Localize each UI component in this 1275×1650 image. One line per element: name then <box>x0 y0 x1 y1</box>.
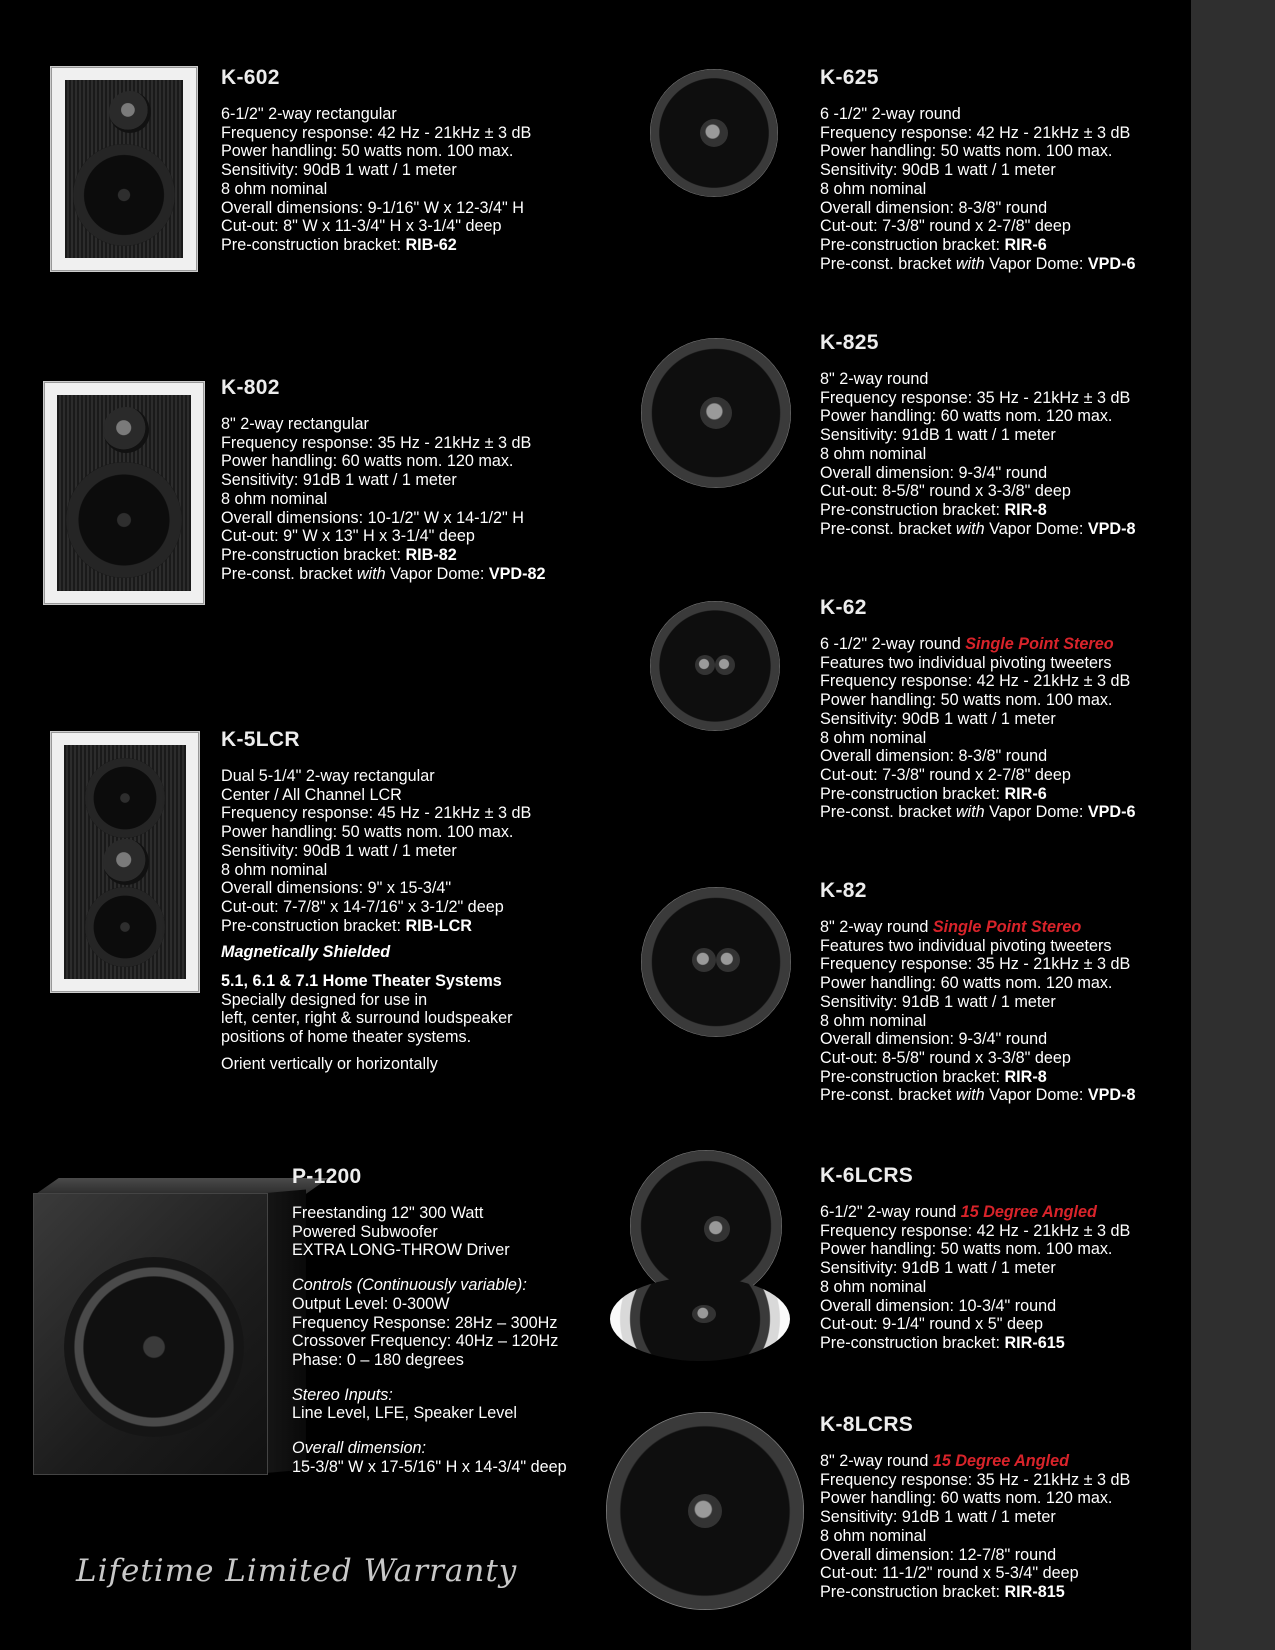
k825-vapor-bracket: Pre-const. bracket with Vapor Dome: VPD-8 <box>820 519 1136 538</box>
k802-spec: Frequency response: 35 Hz - 21kHz ± 3 dB <box>221 433 532 452</box>
k5lcr-spec: 8 ohm nominal <box>221 860 328 879</box>
k62-vapor-bracket: Pre-const. bracket with Vapor Dome: VPD-6 <box>820 803 1136 822</box>
p1200-title: P-1200 <box>292 1165 362 1188</box>
k8lcrs-bracket: Pre-construction bracket: RIR-815 <box>820 1582 1065 1601</box>
k62-title: K-62 <box>820 596 867 619</box>
product-k6lcrs <box>820 1164 1130 1353</box>
product-k802 <box>221 376 546 583</box>
k625-vapor-bracket: Pre-const. bracket with Vapor Dome: VPD-6 <box>820 254 1136 273</box>
k8lcrs-spec-first: 8" 2-way round 15 Degree Angled <box>820 1452 1069 1470</box>
k62-spec-first: 6 -1/2" 2-way round Single Point Stereo <box>820 635 1114 653</box>
k625-spec: 8 ohm nominal <box>820 179 927 198</box>
k802-bracket: Pre-construction bracket: RIB-82 <box>221 545 457 564</box>
page-side-band <box>1191 0 1275 1650</box>
k6lcrs-tweeter <box>704 1216 730 1242</box>
k802-spec: Cut-out: 9" W x 13" H x 3-1/4" deep <box>221 527 475 546</box>
product-k8lcrs <box>820 1413 1130 1602</box>
k5lcr-shield-note: Magnetically Shielded <box>221 943 391 962</box>
k825-title: K-825 <box>820 331 879 354</box>
k6lcrs-spec: Sensitivity: 91dB 1 watt / 1 meter <box>820 1259 1056 1278</box>
k62-spec: Cut-out: 7-3/8" round x 2-7/8" deep <box>820 765 1071 784</box>
p1200-control: Output Level: 0-300W <box>292 1294 450 1313</box>
k8lcrs-spec: Frequency response: 35 Hz - 21kHz ± 3 dB <box>820 1470 1131 1489</box>
k8lcrs-tweeter <box>688 1494 722 1528</box>
k82-spec-first: 8" 2-way round Single Point Stereo <box>820 918 1082 936</box>
k602-bracket: Pre-construction bracket: RIB-62 <box>221 235 457 254</box>
k6lcrs-title: K-6LCRS <box>820 1164 914 1187</box>
k5lcr-orient-note: Orient vertically or horizontally <box>221 1054 438 1073</box>
k825-spec: Sensitivity: 91dB 1 watt / 1 meter <box>820 426 1056 445</box>
k802-vapor-bracket: Pre-const. bracket with Vapor Dome: VPD-82 <box>221 564 546 583</box>
k82-spec: Sensitivity: 91dB 1 watt / 1 meter <box>820 992 1056 1011</box>
k602-spec: 6-1/2" 2-way rectangular <box>221 105 397 123</box>
k825-spec: Cut-out: 8-5/8" round x 3-3/8" deep <box>820 482 1071 501</box>
k8lcrs-spec: Overall dimension: 12-7/8" round <box>820 1545 1057 1564</box>
k5lcr-spec: Power handling: 50 watts nom. 100 max. <box>221 823 514 842</box>
k82-bracket: Pre-construction bracket: RIR-8 <box>820 1067 1047 1086</box>
k625-spec: Frequency response: 42 Hz - 21kHz ± 3 dB <box>820 123 1131 142</box>
warranty-text: Lifetime Limited Warranty <box>76 1553 518 1589</box>
product-k5lcr <box>221 728 531 1074</box>
k82-tweeter-right <box>716 948 740 972</box>
k825-spec: Frequency response: 35 Hz - 21kHz ± 3 dB <box>820 388 1131 407</box>
k62-spec: Power handling: 50 watts nom. 100 max. <box>820 691 1113 710</box>
k6lcrs-spec: Overall dimension: 10-3/4" round <box>820 1296 1057 1315</box>
k602-spec: Sensitivity: 90dB 1 watt / 1 meter <box>221 161 457 180</box>
k6lcrs-spec-first: 6-1/2" 2-way round 15 Degree Angled <box>820 1203 1097 1221</box>
k82-vapor-bracket: Pre-const. bracket with Vapor Dome: VPD-8 <box>820 1086 1136 1105</box>
p1200-inputs: Line Level, LFE, Speaker Level <box>292 1404 517 1423</box>
k82-spec: Power handling: 60 watts nom. 120 max. <box>820 974 1113 993</box>
k5lcr-theater-text: positions of home theater systems. <box>221 1028 472 1047</box>
product-k825 <box>820 331 1136 538</box>
product-k625 <box>820 66 1136 273</box>
product-p1200 <box>292 1165 567 1476</box>
k802-speaker-image <box>43 381 205 605</box>
k8lcrs-spec: Cut-out: 11-1/2" round x 5-3/4" deep <box>820 1564 1079 1583</box>
k6lcrs-angled-tweeter <box>692 1305 716 1323</box>
k802-spec: 8 ohm nominal <box>221 489 328 508</box>
k5lcr-spec: Cut-out: 7-7/8" x 14-7/16" x 3-1/2" deep <box>221 897 504 916</box>
k602-speaker-image <box>50 66 198 272</box>
k82-spec: 8 ohm nominal <box>820 1011 927 1030</box>
k625-title: K-625 <box>820 66 879 89</box>
k62-spec: Features two individual pivoting tweeters <box>820 653 1112 672</box>
k62-spec: 8 ohm nominal <box>820 728 927 747</box>
k602-spec: Power handling: 50 watts nom. 100 max. <box>221 142 514 161</box>
k82-tweeter-left <box>692 948 716 972</box>
k5lcr-theater-text: left, center, right & surround loudspeaker <box>221 1009 513 1028</box>
k6lcrs-spec: Frequency response: 42 Hz - 21kHz ± 3 dB <box>820 1221 1131 1240</box>
k825-spec: Power handling: 60 watts nom. 120 max. <box>820 407 1113 426</box>
p1200-dimension: 15-3/8" W x 17-5/16" H x 14-3/4" deep <box>292 1457 567 1476</box>
k602-title: K-602 <box>221 66 280 89</box>
p1200-spec: Freestanding 12" 300 Watt <box>292 1204 484 1222</box>
k5lcr-theater-heading: 5.1, 6.1 & 7.1 Home Theater Systems <box>221 972 502 991</box>
k6lcrs-spec: Power handling: 50 watts nom. 100 max. <box>820 1240 1113 1259</box>
k802-spec: 8" 2-way rectangular <box>221 415 369 433</box>
k625-spec: Cut-out: 7-3/8" round x 2-7/8" deep <box>820 217 1071 236</box>
product-k62 <box>820 596 1136 822</box>
k825-spec: 8" 2-way round <box>820 370 929 388</box>
k6lcrs-spec: Cut-out: 9-1/4" round x 5" deep <box>820 1315 1043 1334</box>
p1200-control: Phase: 0 – 180 degrees <box>292 1350 464 1369</box>
k625-spec: Sensitivity: 90dB 1 watt / 1 meter <box>820 161 1056 180</box>
k62-spec: Sensitivity: 90dB 1 watt / 1 meter <box>820 709 1056 728</box>
product-k82 <box>820 879 1136 1105</box>
k8lcrs-title: K-8LCRS <box>820 1413 914 1436</box>
p1200-driver <box>64 1257 244 1437</box>
k62-tweeter-left <box>695 655 715 675</box>
k5lcr-bracket: Pre-construction bracket: RIB-LCR <box>221 916 472 935</box>
k5lcr-speaker-image <box>50 731 200 993</box>
k62-spec: Frequency response: 42 Hz - 21kHz ± 3 dB <box>820 672 1131 691</box>
k62-tweeter-right <box>715 655 735 675</box>
p1200-controls-label: Controls (Continuously variable): <box>292 1276 527 1295</box>
k6lcrs-spec: 8 ohm nominal <box>820 1277 927 1296</box>
k602-spec: Frequency response: 42 Hz - 21kHz ± 3 dB <box>221 123 532 142</box>
k62-spec: Overall dimension: 8-3/8" round <box>820 747 1048 766</box>
p1200-control: Crossover Frequency: 40Hz – 120Hz <box>292 1332 559 1351</box>
p1200-spec: EXTRA LONG-THROW Driver <box>292 1241 510 1260</box>
k62-bracket: Pre-construction bracket: RIR-6 <box>820 784 1047 803</box>
k82-spec: Cut-out: 8-5/8" round x 3-3/8" deep <box>820 1048 1071 1067</box>
k602-spec: 8 ohm nominal <box>221 179 328 198</box>
p1200-dimension-label: Overall dimension: <box>292 1439 427 1458</box>
k82-spec: Frequency response: 35 Hz - 21kHz ± 3 dB <box>820 955 1131 974</box>
k5lcr-spec: Frequency response: 45 Hz - 21kHz ± 3 dB <box>221 804 532 823</box>
p1200-inputs-label: Stereo Inputs: <box>292 1385 393 1404</box>
k625-spec: Overall dimension: 8-3/8" round <box>820 198 1048 217</box>
k5lcr-spec: Center / All Channel LCR <box>221 785 402 804</box>
k6lcrs-bracket: Pre-construction bracket: RIR-615 <box>820 1333 1065 1352</box>
k825-tweeter <box>700 397 732 429</box>
k82-spec: Overall dimension: 9-3/4" round <box>820 1030 1048 1049</box>
p1200-control: Frequency Response: 28Hz – 300Hz <box>292 1313 558 1332</box>
k825-spec: Overall dimension: 9-3/4" round <box>820 463 1048 482</box>
k802-title: K-802 <box>221 376 280 399</box>
k602-spec: Overall dimensions: 9-1/16" W x 12-3/4" H <box>221 198 524 217</box>
k5lcr-spec: Dual 5-1/4" 2-way rectangular <box>221 767 435 785</box>
k602-spec: Cut-out: 8" W x 11-3/4" H x 3-1/4" deep <box>221 217 502 236</box>
k8lcrs-spec: 8 ohm nominal <box>820 1526 927 1545</box>
k5lcr-spec: Sensitivity: 90dB 1 watt / 1 meter <box>221 841 457 860</box>
k5lcr-title: K-5LCR <box>221 728 300 751</box>
p1200-spec: Powered Subwoofer <box>292 1222 438 1241</box>
k82-spec: Features two individual pivoting tweeters <box>820 936 1112 955</box>
k8lcrs-spec: Power handling: 60 watts nom. 120 max. <box>820 1489 1113 1508</box>
k802-spec: Overall dimensions: 10-1/2" W x 14-1/2" H <box>221 508 524 527</box>
product-k602 <box>221 66 531 255</box>
k5lcr-spec: Overall dimensions: 9" x 15-3/4" <box>221 879 452 898</box>
k802-spec: Power handling: 60 watts nom. 120 max. <box>221 452 514 471</box>
k8lcrs-spec: Sensitivity: 91dB 1 watt / 1 meter <box>820 1508 1056 1527</box>
k625-spec: Power handling: 50 watts nom. 100 max. <box>820 142 1113 161</box>
k825-spec: 8 ohm nominal <box>820 444 927 463</box>
k625-tweeter <box>700 119 728 147</box>
k625-spec: 6 -1/2" 2-way round <box>820 105 961 123</box>
k82-title: K-82 <box>820 879 867 902</box>
k5lcr-theater-text: Specially designed for use in <box>221 990 428 1009</box>
k802-spec: Sensitivity: 91dB 1 watt / 1 meter <box>221 471 457 490</box>
k825-bracket: Pre-construction bracket: RIR-8 <box>820 500 1047 519</box>
k625-bracket: Pre-construction bracket: RIR-6 <box>820 235 1047 254</box>
